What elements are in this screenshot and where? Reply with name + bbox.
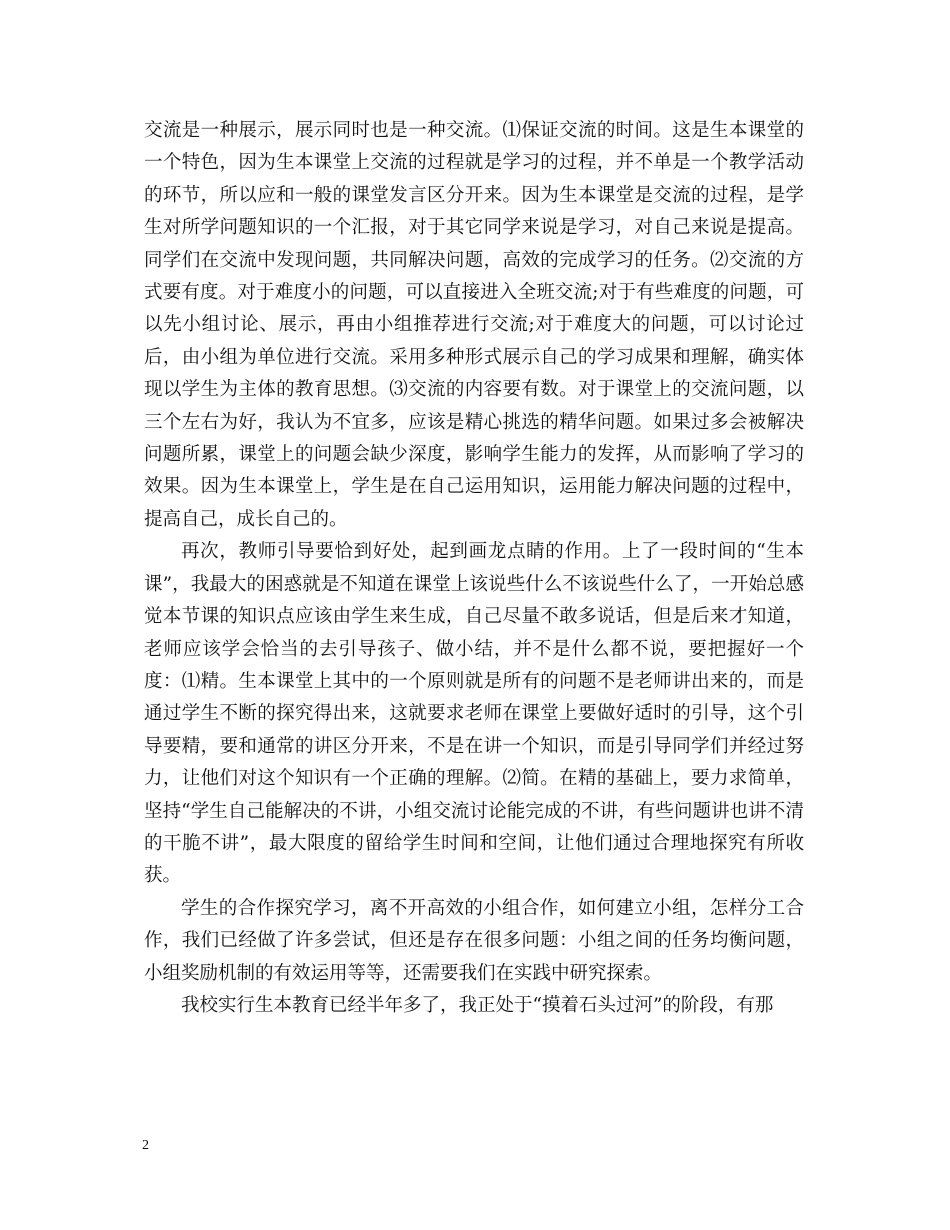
document-body — [144, 115, 804, 1022]
paragraph-3: 学生的合作探究学习，离不开高效的小组合作，如何建立小组，怎样分工合作，我们已经做了许多尝试，但还是存在很多问题：小组之间的任务均衡问题，小组奖励机制的有效运用等等，还需要我们在实践中研究探索。 — [144, 897, 804, 984]
paragraph-2: 再次，教师引导要恰到好处，起到画龙点睛的作用。上了一段时间的“生本课”，我最大的困惑就是不知道在课堂上该说些什么不该说些什么了，一开始总感觉本节课的知识点应该由学生来生成，自己尽量不敢多说话，但是后来才知道，老师应该学会恰当的去引导孩子、做小结，并不是什么都不说，要把握好一个度：⑴精。生本课堂上其中的一个原则就是所有的问题不是老师讲出来的，而是通过学生不断的探究得出来，这就要求老师在课堂上要做好适时的引导，这个引导要精，要和通常的讲区分开来，不是在讲一个知识，而是引导同学们并经过努力，让他们对这个知识有一个正确的理解。⑵简。在精的基础上，要力求简单，坚持“学生自己能解决的不讲，小组交流讨论能完成的不讲，有些问题讲也讲不清的干脆不讲”，最大限度的留给学生时间和空间，让他们通过合理地探究有所收获。 — [144, 541, 804, 887]
page-number: 2 — [142, 1138, 149, 1153]
paragraph-4: 我校实行生本教育已经半年多了，我正处于“摸着石头过河”的阶段，有那 — [181, 994, 774, 1016]
paragraph-1: 交流是一种展示，展示同时也是一种交流。⑴保证交流的时间。这是生本课堂的一个特色，因为生本课堂上交流的过程就是学习的过程，并不单是一个教学活动的环节，所以应和一般的课堂发言区分开来。因为生本课堂是交流的过程，是学生对所学问题知识的一个汇报，对于其它同学来说是学习，对自己来说是提高。同学们在交流中发现问题，共同解决问题，高效的完成学习的任务。⑵交流的方式要有度。对于难度小的问题，可以直接进入全班交流;对于有些难度的问题，可以先小组讨论、展示，再由小组推荐进行交流;对于难度大的问题，可以讨论过后，由小组为单位进行交流。采用多种形式展示自己的学习成果和理解，确实体现以学生为主体的教育思想。⑶交流的内容要有数。对于课堂上的交流问题，以三个左右为好，我认为不宜多，应该是精心挑选的精华问题。如果过多会被解决问题所累，课堂上的问题会缺少深度，影响学生能力的发挥，从而影响了学习的效果。因为生本课堂上，学生是在自己运用知识，运用能力解决问题的过程中，提高自己，成长自己的。 — [144, 120, 804, 530]
